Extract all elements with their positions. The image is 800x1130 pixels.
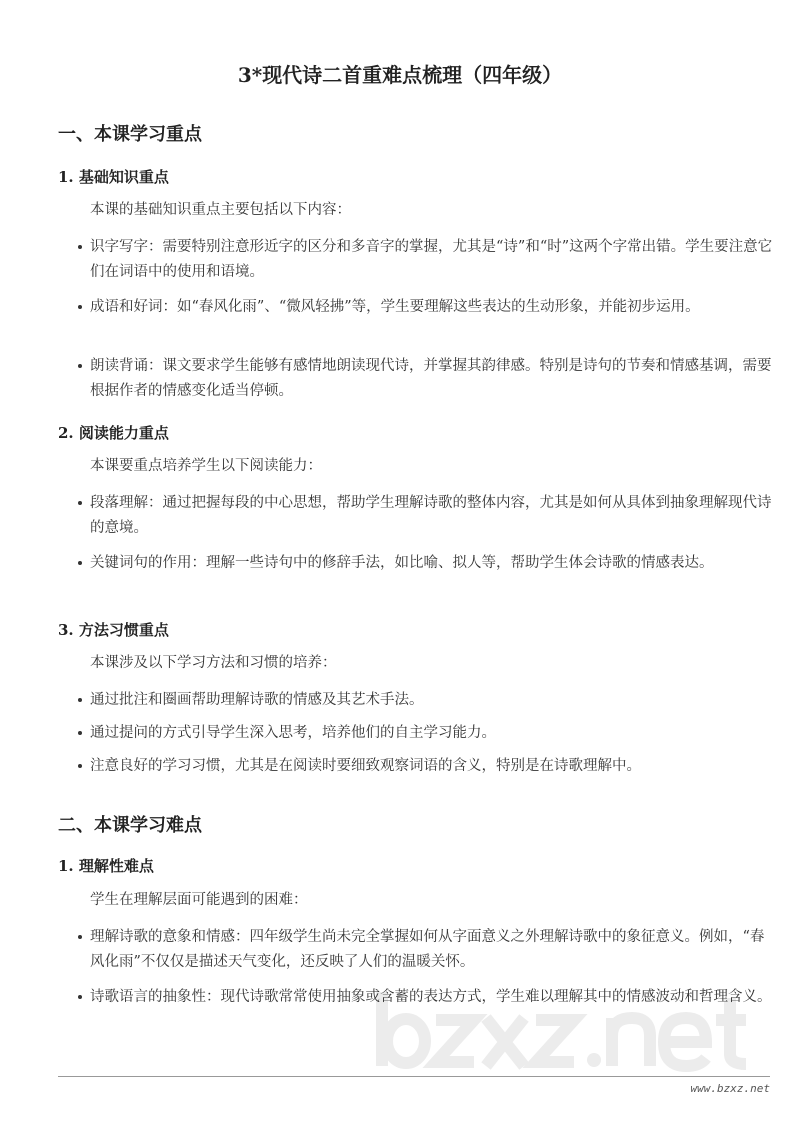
list-item bbox=[90, 235, 774, 284]
bullet-icon bbox=[78, 245, 82, 249]
list-item bbox=[90, 491, 774, 540]
list-item-text: 注意良好的学习习惯，尤其是在阅读时要细致观察词语的含义，特别是在诗歌理解中。 bbox=[90, 758, 641, 774]
list-item bbox=[90, 754, 774, 779]
list-item bbox=[90, 551, 774, 576]
subsection-heading: 1. 基础知识重点 bbox=[58, 168, 169, 186]
watermark-dot bbox=[587, 1053, 601, 1067]
bullet-icon bbox=[78, 935, 82, 939]
list-item bbox=[90, 295, 774, 320]
watermark-stroke bbox=[486, 1018, 524, 1066]
bullet-icon bbox=[78, 764, 82, 768]
bullet-icon bbox=[78, 731, 82, 735]
bullet-icon bbox=[78, 995, 82, 999]
list-item bbox=[90, 688, 774, 713]
list-item bbox=[90, 925, 774, 974]
bullet-icon bbox=[78, 305, 82, 309]
list-item-text: 识字写字：需要特别注意形近字的区分和多音字的掌握，尤其是“诗”和“时”这两个字常出错。学生要注意它们在词语中的使用和语境。 bbox=[90, 239, 773, 280]
watermark-stroke bbox=[612, 1018, 650, 1066]
list-item-text: 关键词句的作用：理解一些诗句中的修辞手法，如比喻、拟人等，帮助学生体会诗歌的情感表达。 bbox=[90, 555, 714, 571]
section-heading: 二、本课学习难点 bbox=[58, 815, 202, 836]
footer-url: www.bzxz.net bbox=[690, 1082, 770, 1095]
intro-text: 本课的基础知识重点主要包括以下内容： bbox=[90, 202, 351, 218]
watermark-stroke bbox=[664, 1018, 706, 1066]
watermark-stroke bbox=[387, 1019, 425, 1063]
list-item-text: 诗歌语言的抽象性：现代诗歌常常使用抽象或含蓄的表达方式，学生难以理解其中的情感波动和哲理含义。 bbox=[90, 989, 772, 1005]
watermark-stroke bbox=[536, 1020, 574, 1062]
list-item bbox=[90, 354, 774, 403]
section-heading: 一、本课学习重点 bbox=[58, 124, 202, 145]
list-item-text: 通过提问的方式引导学生深入思考，培养他们的自主学习能力。 bbox=[90, 725, 496, 741]
list-item bbox=[90, 721, 774, 746]
bullet-icon bbox=[78, 561, 82, 565]
bullet-icon bbox=[78, 364, 82, 368]
list-item-text: 朗读背诵：课文要求学生能够有感情地朗读现代诗，并掌握其韵律感。特别是诗句的节奏和情感基调，需要根据作者的情感变化适当停顿。 bbox=[90, 358, 772, 399]
bullet-icon bbox=[78, 698, 82, 702]
list-item bbox=[90, 985, 774, 1010]
subsection-heading: 2. 阅读能力重点 bbox=[58, 424, 169, 442]
intro-text: 本课涉及以下学习方法和习惯的培养： bbox=[90, 655, 337, 671]
list-item-text: 段落理解：通过把握每段的中心思想，帮助学生理解诗歌的整体内容，尤其是如何从具体到抽象理解现代诗的意境。 bbox=[90, 495, 772, 536]
intro-text: 学生在理解层面可能遇到的困难： bbox=[90, 892, 308, 908]
subsection-heading: 3. 方法习惯重点 bbox=[58, 621, 169, 639]
page-title: 3*现代诗二首重难点梳理（四年级） bbox=[237, 63, 563, 87]
watermark-stroke bbox=[436, 1020, 474, 1062]
footer-divider bbox=[58, 1076, 770, 1077]
list-item-text: 成语和好词：如“春风化雨”、“微风轻拂”等，学生要理解这些表达的生动形象，并能初步运用。 bbox=[90, 299, 700, 315]
bullet-icon bbox=[78, 501, 82, 505]
list-item-text: 通过批注和圈画帮助理解诗歌的情感及其艺术手法。 bbox=[90, 692, 424, 708]
list-item-text: 理解诗歌的意象和情感：四年级学生尚未完全掌握如何从字面意义之外理解诗歌中的象征意义。例如，“春风化雨”不仅仅是描述天气变化，还反映了人们的温暖关怀。 bbox=[90, 929, 765, 970]
subsection-heading: 1. 理解性难点 bbox=[58, 857, 154, 875]
intro-text: 本课要重点培养学生以下阅读能力： bbox=[90, 458, 322, 474]
